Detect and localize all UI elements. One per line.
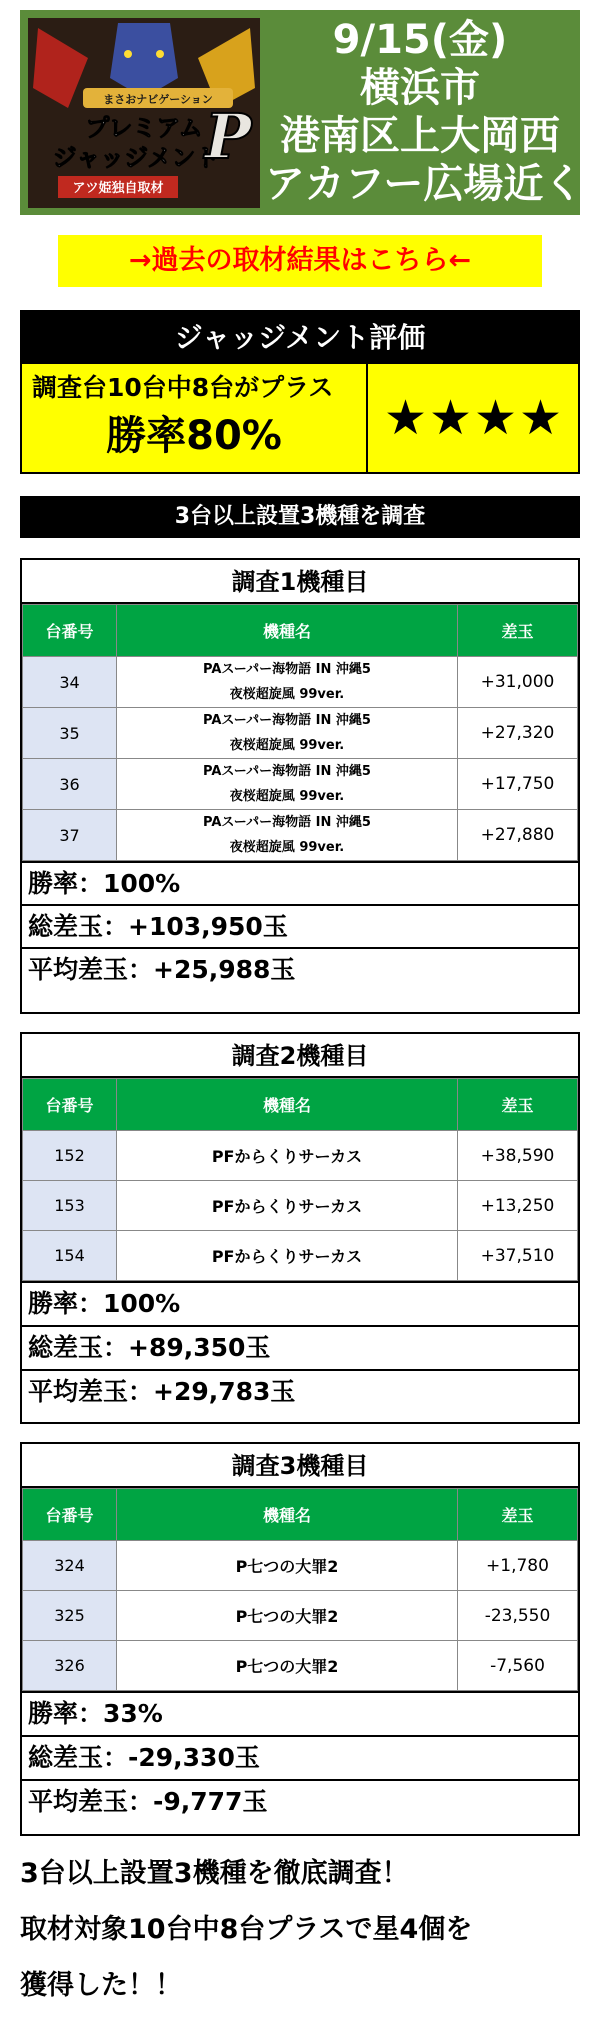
- machine-name: P七つの大罪2: [117, 1641, 458, 1691]
- section-title: 調査1機種目: [22, 560, 578, 604]
- machine-name: PAスーパー海物語 IN 沖縄5 夜桜超旋風 99ver.: [117, 759, 458, 810]
- svg-text:プレミアム: プレミアム: [85, 114, 203, 142]
- result-table: [22, 1488, 578, 1691]
- ball-difference: +37,510: [458, 1231, 578, 1281]
- ball-difference: +17,750: [458, 759, 578, 810]
- summary-line-3: 獲得した！！: [20, 1970, 182, 2001]
- svg-text:まさおナビゲーション: まさおナビゲーション: [103, 93, 213, 106]
- machine-name: P七つの大罪2: [117, 1591, 458, 1641]
- ball-difference: +31,000: [458, 657, 578, 708]
- table-row: [23, 759, 578, 810]
- past-results-link[interactable]: →過去の取材結果はこちら←: [58, 235, 542, 287]
- column-header-diff: 差玉: [458, 1489, 578, 1541]
- svg-text:ジャッジメント: ジャッジメント: [52, 144, 220, 172]
- machine-number: 324: [23, 1541, 117, 1591]
- ball-difference: +13,250: [458, 1181, 578, 1231]
- machine-name: P七つの大罪2: [117, 1541, 458, 1591]
- summary-line-2: 取材対象10台中8台プラスで星4個を: [20, 1914, 473, 1945]
- store-area: 港南区上大岡西: [280, 113, 560, 159]
- machine-name: PAスーパー海物語 IN 沖縄5 夜桜超旋風 99ver.: [117, 810, 458, 861]
- machine-name: PFからくりサーカス: [117, 1181, 458, 1231]
- summary-text: [20, 1846, 580, 2014]
- machine-number: 152: [23, 1131, 117, 1181]
- table-row: [23, 1541, 578, 1591]
- section-win-rate: 勝率：33%: [22, 1691, 578, 1735]
- column-header-num: 台番号: [23, 1489, 117, 1541]
- result-table: [22, 604, 578, 861]
- table-row: [23, 1641, 578, 1691]
- machine-number: 153: [23, 1181, 117, 1231]
- machine-name: PAスーパー海物語 IN 沖縄5 夜桜超旋風 99ver.: [117, 708, 458, 759]
- table-row: [23, 708, 578, 759]
- column-header-name: 機種名: [117, 1489, 458, 1541]
- machine-number: 326: [23, 1641, 117, 1691]
- column-header-diff: 差玉: [458, 1079, 578, 1131]
- store-info: [265, 16, 584, 208]
- judgement-description: 調査台10台中8台がプラス: [32, 373, 334, 402]
- ball-difference: +38,590: [458, 1131, 578, 1181]
- judgement-body: [22, 364, 578, 472]
- machine-name: PFからくりサーカス: [117, 1231, 458, 1281]
- ball-difference: +27,320: [458, 708, 578, 759]
- ball-difference: -23,550: [458, 1591, 578, 1641]
- svg-text:アツ姫独自取材: アツ姫独自取材: [72, 181, 164, 196]
- table-row: [23, 1591, 578, 1641]
- ball-difference: +1,780: [458, 1541, 578, 1591]
- section-title: 調査3機種目: [22, 1444, 578, 1488]
- machine-number: 154: [23, 1231, 117, 1281]
- section-average-difference: 平均差玉：-9,777玉: [22, 1779, 578, 1823]
- survey-section-2: [20, 1032, 580, 1424]
- column-header-diff: 差玉: [458, 605, 578, 657]
- column-header-num: 台番号: [23, 605, 117, 657]
- survey-section-1: [20, 558, 580, 1014]
- table-row: [23, 1181, 578, 1231]
- table-row: [23, 810, 578, 861]
- table-row: [23, 1131, 578, 1181]
- machine-name: PFからくりサーカス: [117, 1131, 458, 1181]
- machine-number: 37: [23, 810, 117, 861]
- table-row: [23, 1231, 578, 1281]
- section-total-difference: 総差玉：+89,350玉: [22, 1325, 578, 1369]
- table-row: [23, 657, 578, 708]
- ball-difference: +27,880: [458, 810, 578, 861]
- judgement-panel: [20, 310, 580, 474]
- machine-number: 34: [23, 657, 117, 708]
- column-header-name: 機種名: [117, 1079, 458, 1131]
- survey-section-3: [20, 1442, 580, 1836]
- column-header-name: 機種名: [117, 605, 458, 657]
- machine-name: PAスーパー海物語 IN 沖縄5 夜桜超旋風 99ver.: [117, 657, 458, 708]
- ball-difference: -7,560: [458, 1641, 578, 1691]
- machine-number: 36: [23, 759, 117, 810]
- section-win-rate: 勝率：100%: [22, 1281, 578, 1325]
- survey-date: 9/15(金): [332, 17, 508, 63]
- section-average-difference: 平均差玉：+29,783玉: [22, 1369, 578, 1413]
- column-header-num: 台番号: [23, 1079, 117, 1131]
- summary-line-1: 3台以上設置3機種を徹底調査！: [20, 1858, 409, 1889]
- survey-banner: 3台以上設置3機種を調査: [20, 496, 580, 538]
- premium-judgement-logo: [28, 18, 260, 208]
- judgement-summary: [22, 364, 368, 472]
- store-landmark: アカフー広場近く: [265, 161, 584, 207]
- judgement-title: ジャッジメント評価: [22, 312, 578, 364]
- svg-text:P: P: [204, 100, 252, 173]
- header-banner: [20, 10, 584, 215]
- section-average-difference: 平均差玉：+25,988玉: [22, 947, 578, 990]
- section-total-difference: 総差玉：+103,950玉: [22, 904, 578, 947]
- machine-number: 325: [23, 1591, 117, 1641]
- section-win-rate: 勝率：100%: [22, 861, 578, 904]
- result-table: [22, 1078, 578, 1281]
- judgement-win-rate: 勝率80%: [106, 413, 282, 459]
- store-city: 横浜市: [360, 65, 480, 111]
- star-rating: ★★★★: [383, 390, 565, 446]
- machine-number: 35: [23, 708, 117, 759]
- section-total-difference: 総差玉：-29,330玉: [22, 1735, 578, 1779]
- section-title: 調査2機種目: [22, 1034, 578, 1078]
